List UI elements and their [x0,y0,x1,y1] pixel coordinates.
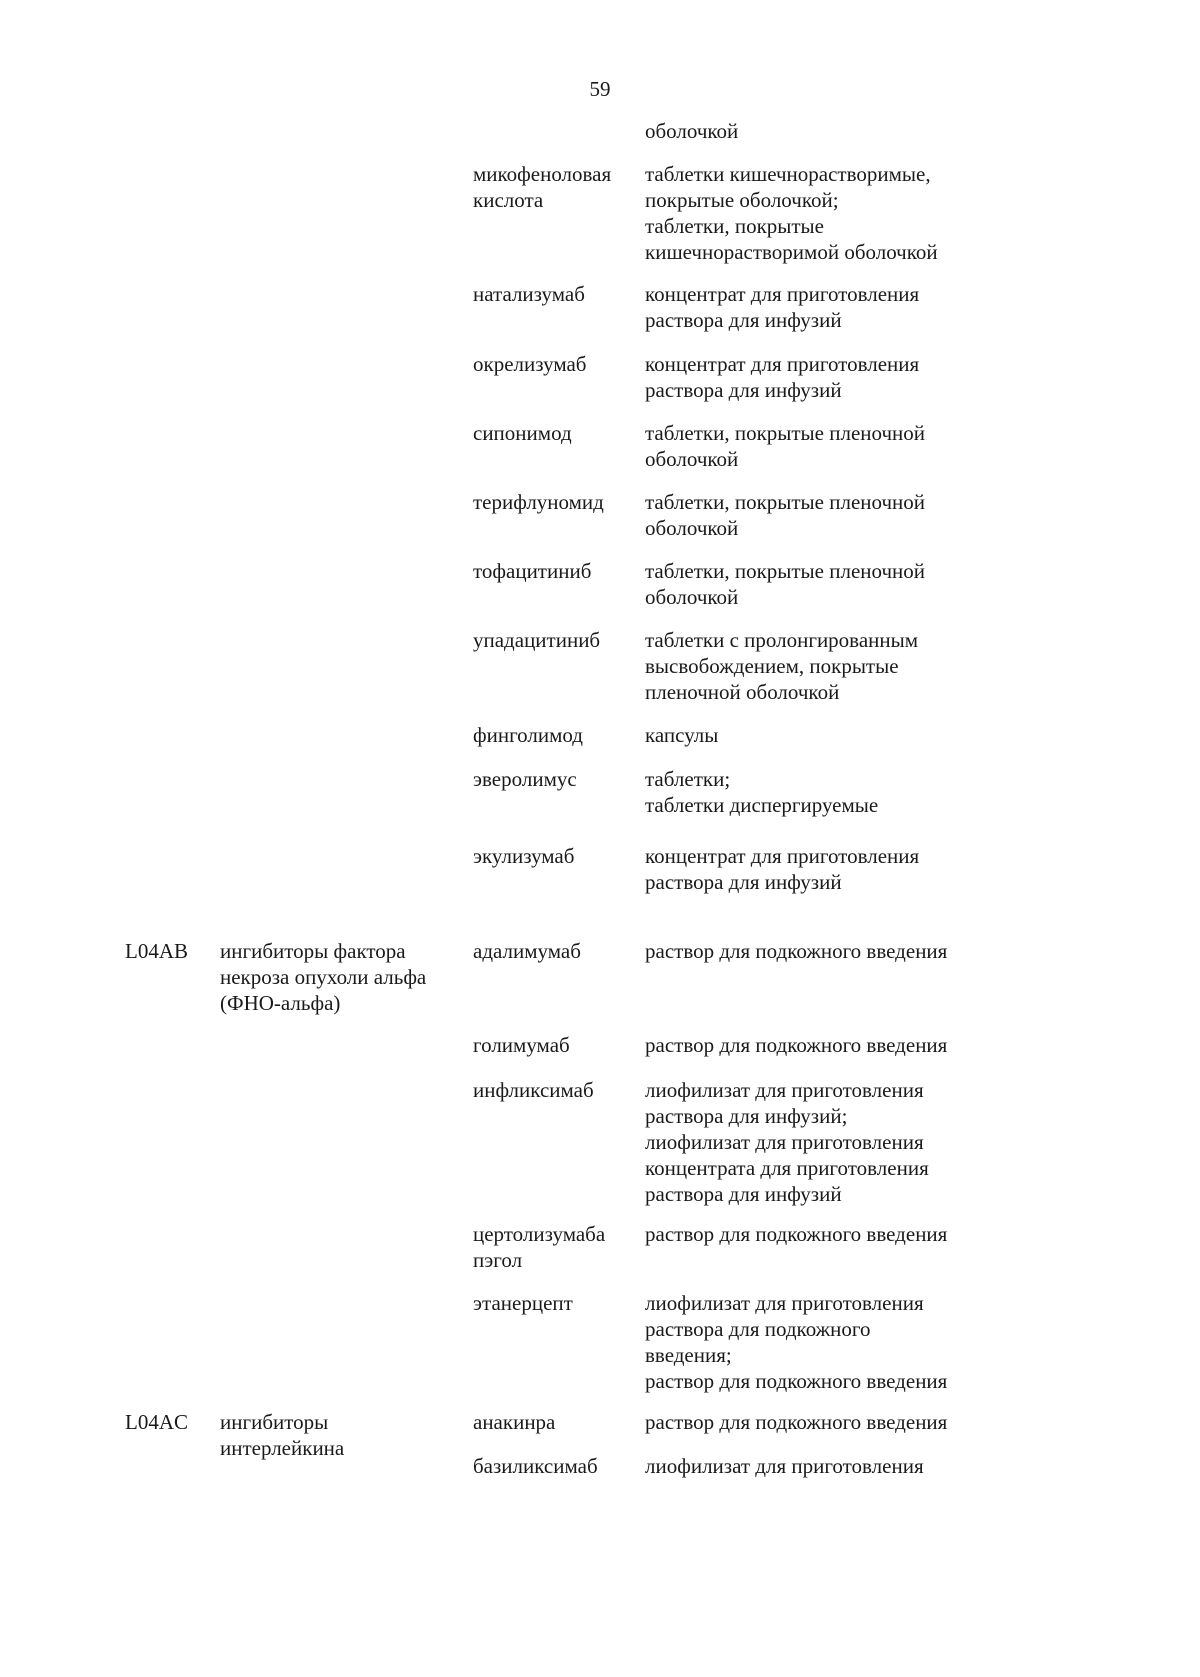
drug-name-line: окрелизумаб [473,352,587,376]
drug-name [473,1221,633,1273]
drug-name [473,1290,633,1316]
pharmacological-group [220,938,460,1016]
dosage-form-line: раствор для подкожного введения [645,1222,948,1246]
dosage-form [645,843,1005,895]
dosage-form-line: раствора для инфузий [645,308,842,332]
pharmacological-group-line: ингибиторы [220,1410,329,1434]
dosage-form-line: концентрата для приготовления [645,1156,929,1180]
drug-name-line: терифлуномид [473,490,604,514]
drug-name [473,766,633,792]
dosage-form-line: раствора для инфузий; [645,1104,848,1128]
dosage-form-line: раствор для подкожного введения [645,1369,948,1393]
drug-name-line: инфликсимаб [473,1078,594,1102]
drug-name-line: экулизумаб [473,844,575,868]
pharmacological-group-line: интерлейкина [220,1436,345,1460]
dosage-form-line: таблетки, покрытые [645,214,824,238]
dosage-form [645,1290,1005,1394]
dosage-form-line: оболочкой [645,119,739,143]
atc-code-line: L04AB [125,939,188,963]
dosage-form-line: покрытые оболочкой; [645,188,839,212]
drug-name [473,1453,633,1479]
drug-name [473,558,633,584]
drug-name [473,722,633,748]
drug-name [473,1409,633,1435]
drug-name-line: тофацитиниб [473,559,592,583]
pharmacological-group [220,1409,460,1461]
dosage-form-line: концентрат для приготовления [645,352,920,376]
dosage-form-line: раствор для подкожного введения [645,939,948,963]
drug-name-line: цертолизумаба [473,1222,606,1246]
dosage-form [645,1077,1005,1207]
drug-name [473,161,633,213]
drug-name-line: голимумаб [473,1033,570,1057]
dosage-form-line: таблетки, покрытые пленочной [645,559,926,583]
pharmacological-group-line: некроза опухоли альфа [220,965,427,989]
drug-name [473,420,633,446]
dosage-form-line: лиофилизат для приготовления [645,1130,924,1154]
dosage-form [645,1221,1005,1247]
drug-name [473,938,633,964]
dosage-form [645,1032,1005,1058]
dosage-form [645,351,1005,403]
drug-name-line: пэгол [473,1248,523,1272]
dosage-form-line: оболочкой [645,447,739,471]
dosage-form-line: таблетки с пролонгированным [645,628,919,652]
atc-code [125,938,188,964]
dosage-form-line: раствор для подкожного введения [645,1033,948,1057]
drug-name [473,627,633,653]
dosage-form [645,281,1005,333]
drug-name [473,351,633,377]
dosage-form-line: пленочной оболочкой [645,680,840,704]
drug-name-line: сипонимод [473,421,572,445]
drug-name-line: базиликсимаб [473,1454,598,1478]
dosage-form [645,161,1005,265]
dosage-form [645,1453,1005,1479]
drug-name-line: этанерцепт [473,1291,573,1315]
dosage-form-line: концентрат для приготовления [645,282,920,306]
drug-name-line: анакинра [473,1410,556,1434]
dosage-form [645,489,1005,541]
dosage-form-line: таблетки кишечнорастворимые, [645,162,931,186]
drug-name [473,1077,633,1103]
drug-name [473,489,633,515]
dosage-form [645,118,1005,144]
drug-name-line: упадацитиниб [473,628,601,652]
page-number: 59 [589,77,611,101]
dosage-form-line: концентрат для приготовления [645,844,920,868]
dosage-form-line: таблетки, покрытые пленочной [645,490,926,514]
dosage-form-line: раствора для инфузий [645,378,842,402]
dosage-form-line: капсулы [645,723,719,747]
dosage-form-line: лиофилизат для приготовления [645,1454,924,1478]
dosage-form-line: таблетки диспергируемые [645,793,879,817]
drug-name [473,843,633,869]
dosage-form [645,722,1005,748]
dosage-form-line: лиофилизат для приготовления [645,1291,924,1315]
dosage-form [645,938,1005,964]
dosage-form-line: раствор для подкожного введения [645,1410,948,1434]
drug-name [473,281,633,307]
drug-name-line: эверолимус [473,767,577,791]
atc-code-line: L04AC [125,1410,188,1434]
dosage-form-line: лиофилизат для приготовления [645,1078,924,1102]
dosage-form [645,558,1005,610]
dosage-form-line: высвобождением, покрытые [645,654,899,678]
pharmacological-group-line: (ФНО-альфа) [220,991,341,1015]
drug-name-line: адалимумаб [473,939,581,963]
dosage-form [645,766,1005,818]
dosage-form-line: оболочкой [645,516,739,540]
dosage-form-line: кишечнорастворимой оболочкой [645,240,938,264]
dosage-form [645,420,1005,472]
dosage-form-line: раствора для подкожного [645,1317,871,1341]
drug-name [473,1032,633,1058]
dosage-form-line: раствора для инфузий [645,870,842,894]
drug-name-line: финголимод [473,723,583,747]
dosage-form [645,1409,1005,1435]
atc-code [125,1409,188,1435]
pharmacological-group-line: ингибиторы фактора [220,939,406,963]
dosage-form-line: оболочкой [645,585,739,609]
dosage-form-line: введения; [645,1343,732,1367]
dosage-form-line: таблетки; [645,767,731,791]
drug-name-line: натализумаб [473,282,585,306]
dosage-form-line: таблетки, покрытые пленочной [645,421,926,445]
drug-name-line: кислота [473,188,544,212]
dosage-form-line: раствора для инфузий [645,1182,842,1206]
dosage-form [645,627,1005,705]
drug-name-line: микофеноловая [473,162,612,186]
